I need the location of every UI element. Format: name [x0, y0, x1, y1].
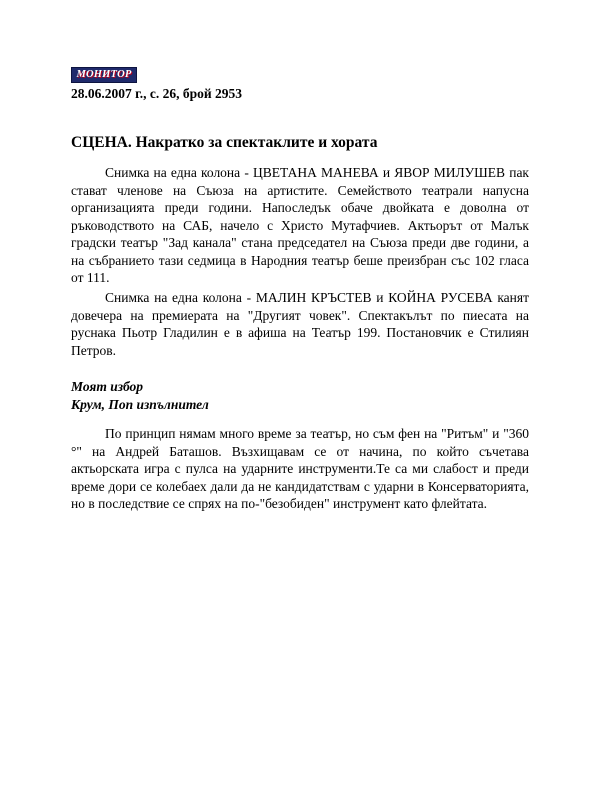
article-headline: СЦЕНА. Накратко за спектаклите и хората [71, 134, 378, 151]
article-paragraph-2: Снимка на една колона - МАЛИН КРЪСТЕВ и КОЙНА РУСЕВА канят довечера на премиерата на "Другият човек". Спектакълът по пиесата на руснака Пьотр Гладилин е в афиша на Театър 199. Постановчик е Стилиян Петров. [71, 290, 529, 358]
my-choice-title: Моят избор [71, 379, 144, 394]
my-choice-heading [71, 378, 209, 413]
article-paragraph-1: Снимка на една колона - ЦВЕТАНА МАНЕВА и ЯВОР МИЛУШЕВ пак стават членове на Съюза на артистите. Семейството театрали напусна организацията преди години. Напоследък обаче двойката е доволна от ръководството на САБ, начело с Христо Мутафчиев. Актьорът от Малък градски театър "Зад канала" стана председател на Съюза преди две години, а на събранието тази седмица в Народния театър беше преизбран със 102 гласа от 111. [71, 165, 529, 285]
newspaper-logo: МОНИТОР [71, 67, 137, 83]
my-choice-paragraph: По принцип нямам много време за театър, но съм фен на "Ритъм" и "360 °" на Андрей Баташов. Възхищавам се от начина, по който съчетава актьорската игра с пулса на ударните инструменти.Те са ми слабост и преди време дори се колебаех дали да не кандидатствам с ударни в Консерваторията, но в последствие се спрях на по-"безобиден" инструмент като флейтата. [71, 426, 529, 511]
my-choice-person: Крум, Поп изпълнител [71, 396, 209, 412]
publication-dateline: 28.06.2007 г., с. 26, брой 2953 [71, 86, 243, 101]
